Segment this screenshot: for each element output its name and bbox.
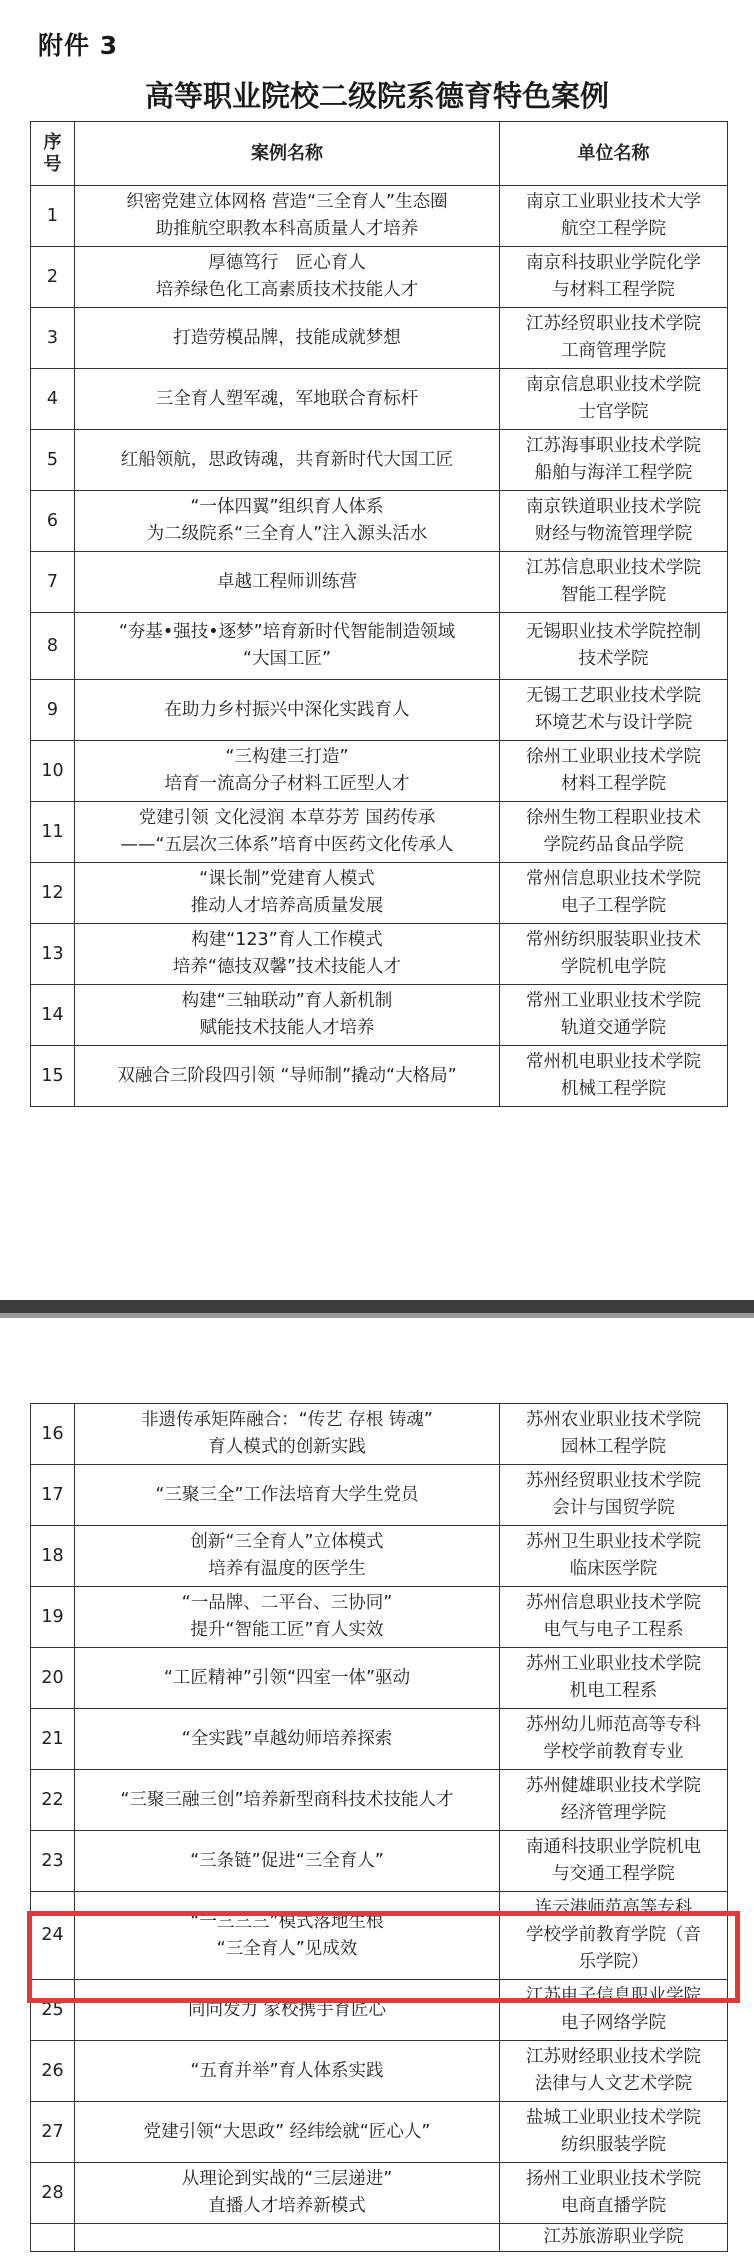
case-name-line: “课长制”党建育人模式 — [199, 869, 375, 889]
table-row — [31, 2102, 728, 2163]
case-name-line: “五育并举”育人体系实践 — [190, 2060, 384, 2081]
unit-name-line: 学校学前教育专业 — [543, 1742, 684, 1762]
row-number: 28 — [31, 2163, 75, 2224]
case-name-line: 推动人才培养高质量发展 — [190, 896, 384, 916]
unit-name-line: 与交通工程学院 — [552, 1864, 675, 1884]
unit-name-cell — [500, 802, 728, 863]
table-row — [31, 1709, 728, 1770]
case-name-line: ——“五层次三体系”培育中医药文化传承人 — [120, 835, 454, 855]
case-name-line: 培养绿色化工高素质技术技能人才 — [155, 280, 419, 300]
case-name-line: 赋能技术技能人才培养 — [199, 1018, 375, 1038]
case-name-cell — [75, 1404, 500, 1465]
unit-name-line: 苏州信息职业技术学院 — [526, 1593, 701, 1613]
table-row — [31, 1648, 728, 1709]
unit-name-cell — [500, 491, 728, 552]
case-name-cell — [75, 552, 500, 613]
case-name-line: “三全育人”见成效 — [216, 1938, 358, 1959]
case-name-line: “三构建三打造” — [225, 747, 349, 767]
unit-name-line: 技术学院 — [578, 649, 649, 669]
unit-name-line: 临床医学院 — [569, 1559, 658, 1579]
case-name-cell — [75, 186, 500, 247]
case-name-cell — [75, 985, 500, 1046]
unit-name-cell — [500, 1046, 728, 1107]
unit-name-line: 智能工程学院 — [561, 585, 666, 605]
table-row — [31, 2224, 728, 2252]
case-name-cell — [75, 1046, 500, 1107]
case-name-cell — [75, 1831, 500, 1892]
case-name-line: 双融合三阶段四引领 “导师制”撬动“大格局” — [117, 1065, 457, 1086]
unit-name-line: 船舶与海洋工程学院 — [534, 463, 693, 483]
case-name-cell — [75, 2041, 500, 2102]
unit-name-line: 轨道交通学院 — [561, 1018, 666, 1038]
case-name-line: 直播人才培养新模式 — [208, 2196, 366, 2216]
case-name-cell — [75, 2224, 500, 2252]
unit-name-line: 无锡职业技术学院控制 — [526, 622, 701, 642]
row-number: 10 — [31, 741, 75, 802]
row-number: 13 — [31, 924, 75, 985]
case-name-line: “工匠精神”引领“四室一体”驱动 — [163, 1667, 411, 1688]
row-number: 4 — [31, 369, 75, 430]
case-name-line: 三全育人塑军魂，军地联合育标杆 — [155, 388, 419, 409]
cases-table-page2 — [30, 1403, 728, 2252]
header-unit-name: 单位名称 — [500, 122, 728, 186]
unit-name-line: 江苏信息职业技术学院 — [526, 558, 701, 578]
unit-name-line: 电子网络学院 — [561, 2013, 666, 2033]
unit-name-cell — [500, 985, 728, 1046]
case-name-cell — [75, 680, 500, 741]
case-name-line: “一三三三”模式落地生根 — [190, 1911, 384, 1932]
table-row — [31, 1831, 728, 1892]
case-name-cell — [75, 802, 500, 863]
table-row — [31, 2041, 728, 2102]
case-name-cell — [75, 1465, 500, 1526]
unit-name-line: 士官学院 — [578, 402, 649, 422]
case-name-cell — [75, 369, 500, 430]
table-row — [31, 802, 728, 863]
table-row — [31, 247, 728, 308]
row-number: 7 — [31, 552, 75, 613]
page-title: 高等职业院校二级院系德育特色案例 — [144, 79, 609, 113]
case-name-line: 创新“三全育人”立体模式 — [190, 1532, 384, 1552]
case-name-line: “全实践”卓越幼师培养探索 — [181, 1728, 393, 1749]
unit-name-line: 经济管理学院 — [561, 1803, 666, 1823]
unit-name-cell — [500, 1770, 728, 1831]
unit-name-line: 南京铁道职业技术学院 — [526, 497, 701, 517]
unit-name-cell — [500, 680, 728, 741]
unit-name-line: 苏州幼儿师范高等专科 — [526, 1715, 701, 1735]
row-number: 8 — [31, 613, 75, 680]
case-name-cell — [75, 1770, 500, 1831]
unit-name-line: 江苏经贸职业技术学院 — [526, 314, 701, 334]
case-name-cell — [75, 924, 500, 985]
case-name-cell — [75, 863, 500, 924]
case-name-line: 培养有温度的医学生 — [208, 1559, 366, 1579]
highlight-box-row-24 — [27, 1911, 740, 2003]
unit-name-line: 苏州经贸职业技术学院 — [526, 1471, 701, 1491]
case-name-line: “三聚三全”工作法培育大学生党员 — [155, 1484, 419, 1505]
unit-name-line: 材料工程学院 — [561, 774, 666, 794]
case-name-cell — [75, 1526, 500, 1587]
table-row — [31, 1465, 728, 1526]
table-row — [31, 985, 728, 1046]
unit-name-cell — [500, 1831, 728, 1892]
row-number: 3 — [31, 308, 75, 369]
unit-name-line: 工商管理学院 — [561, 341, 666, 361]
table-row — [31, 1526, 728, 1587]
unit-name-line: 连云港师范高等专科 — [534, 1898, 693, 1918]
unit-name-line: 环境艺术与设计学院 — [534, 713, 693, 733]
unit-name-line: 苏州工业职业技术学院 — [526, 1654, 701, 1674]
case-name-line: “夯基•强技•逐梦”培育新时代智能制造领域 — [118, 622, 456, 642]
row-number: 18 — [31, 1526, 75, 1587]
case-name-line: 同向发力 家校携手育匠心 — [187, 1999, 387, 2020]
unit-name-line: 学院药品食品学院 — [543, 835, 684, 855]
unit-name-line: 法律与人文艺术学院 — [534, 2074, 693, 2094]
unit-name-line: 电气与电子工程系 — [543, 1620, 684, 1640]
row-number: 12 — [31, 863, 75, 924]
table-row — [31, 924, 728, 985]
case-name-cell — [75, 1709, 500, 1770]
unit-name-line: 江苏电子信息职业学院 — [526, 1986, 701, 2006]
table-row — [31, 186, 728, 247]
unit-name-line: 财经与物流管理学院 — [534, 524, 693, 544]
row-number: 22 — [31, 1770, 75, 1831]
unit-name-cell — [500, 1404, 728, 1465]
unit-name-line: 苏州健雄职业技术学院 — [526, 1776, 701, 1796]
case-name-line: 育人模式的创新实践 — [208, 1437, 366, 1457]
unit-name-line: 学校学前教育学院（音 — [526, 1925, 701, 1945]
unit-name-line: 乐学院） — [578, 1952, 649, 1972]
row-number: 26 — [31, 2041, 75, 2102]
row-number: 21 — [31, 1709, 75, 1770]
unit-name-line: 徐州工业职业技术学院 — [526, 747, 701, 767]
page-separator-shadow — [0, 1313, 754, 1318]
unit-name-line: 盐城工业职业技术学院 — [526, 2108, 701, 2128]
case-name-line: 培育一流高分子材料工匠型人才 — [164, 774, 410, 794]
row-number: 23 — [31, 1831, 75, 1892]
case-name-line: “一体四翼”组织育人体系 — [190, 497, 384, 517]
header-no — [31, 122, 75, 186]
unit-name-cell — [500, 552, 728, 613]
case-name-line: 提升“智能工匠”育人实效 — [190, 1620, 384, 1640]
unit-name-line: 机械工程学院 — [561, 1079, 666, 1099]
case-name-line: 卓越工程师训练营 — [217, 571, 357, 592]
unit-name-line: 电商直播学院 — [561, 2196, 666, 2216]
unit-name-line: 南通科技职业学院机电 — [526, 1837, 701, 1857]
case-name-line: 构建“三轴联动”育人新机制 — [181, 991, 393, 1011]
unit-name-line: 无锡工艺职业技术学院 — [526, 686, 701, 706]
row-number: 2 — [31, 247, 75, 308]
unit-name-cell — [500, 1587, 728, 1648]
unit-name-line: 江苏财经职业技术学院 — [526, 2047, 701, 2067]
table-row — [31, 369, 728, 430]
row-number: 11 — [31, 802, 75, 863]
unit-name-cell — [500, 1526, 728, 1587]
unit-name-cell — [500, 186, 728, 247]
header-no-line: 号 — [43, 153, 62, 175]
unit-name-line: 南京信息职业技术学院 — [526, 375, 701, 395]
case-name-cell — [75, 2102, 500, 2163]
case-name-line: 红船领航，思政铸魂，共育新时代大国工匠 — [120, 449, 454, 470]
unit-name-cell — [500, 741, 728, 802]
case-name-line: 在助力乡村振兴中深化实践育人 — [164, 699, 410, 720]
unit-name-line: 常州纺织服装职业技术 — [526, 930, 701, 950]
case-name-line: “三聚三融三创”培养新型商科技术技能人才 — [120, 1789, 454, 1810]
unit-name-line: 机电工程系 — [569, 1681, 658, 1701]
unit-name-cell — [500, 430, 728, 491]
unit-name-cell — [500, 1465, 728, 1526]
header-case-name: 案例名称 — [75, 122, 500, 186]
row-number: 5 — [31, 430, 75, 491]
row-number: 19 — [31, 1587, 75, 1648]
unit-name-cell — [500, 247, 728, 308]
unit-name-line: 江苏旅游职业学院 — [543, 2227, 684, 2247]
unit-name-cell — [500, 613, 728, 680]
case-name-line: 构建“123”育人工作模式 — [191, 930, 383, 950]
unit-name-line: 电子工程学院 — [561, 896, 666, 916]
attachment-label: 附件 3 — [38, 31, 119, 60]
unit-name-line: 南京科技职业学院化学 — [526, 253, 701, 273]
case-name-line: 厚德笃行 匠心育人 — [208, 253, 366, 273]
case-name-line: “大国工匠” — [242, 649, 332, 669]
cases-table-page1 — [30, 121, 728, 1107]
unit-name-cell — [500, 2163, 728, 2224]
case-name-cell — [75, 1587, 500, 1648]
unit-name-cell — [500, 369, 728, 430]
case-name-line: 非遗传承矩阵融合：“传艺 存根 铸魂” — [141, 1410, 433, 1430]
row-number: 15 — [31, 1046, 75, 1107]
row-number — [31, 2224, 75, 2252]
table-row — [31, 680, 728, 741]
case-name-cell — [75, 741, 500, 802]
table-row — [31, 863, 728, 924]
row-number: 20 — [31, 1648, 75, 1709]
table-row — [31, 308, 728, 369]
row-number: 1 — [31, 186, 75, 247]
unit-name-line: 学院机电学院 — [561, 957, 666, 977]
unit-name-line: 扬州工业职业技术学院 — [526, 2169, 701, 2189]
unit-name-line: 徐州生物工程职业技术 — [526, 808, 701, 828]
case-name-line: 从理论到实战的“三层递进” — [181, 2169, 393, 2189]
unit-name-line: 南京工业职业技术大学 — [526, 192, 701, 212]
unit-name-line: 常州工业职业技术学院 — [526, 991, 701, 1011]
unit-name-line: 纺织服装学院 — [561, 2135, 666, 2155]
table-row — [31, 741, 728, 802]
table-row — [31, 430, 728, 491]
case-name-line: 打造劳模品牌，技能成就梦想 — [173, 327, 401, 348]
table-row — [31, 2163, 728, 2224]
case-name-line: 织密党建立体网格 营造“三全育人”生态圈 — [126, 192, 448, 212]
row-number: 27 — [31, 2102, 75, 2163]
unit-name-cell — [500, 2041, 728, 2102]
table-row — [31, 613, 728, 680]
row-number: 24 — [31, 1892, 75, 1980]
unit-name-cell — [500, 863, 728, 924]
table-row — [31, 491, 728, 552]
unit-name-line: 常州信息职业技术学院 — [526, 869, 701, 889]
row-number: 14 — [31, 985, 75, 1046]
case-name-cell — [75, 308, 500, 369]
case-name-cell — [75, 491, 500, 552]
unit-name-cell — [500, 2102, 728, 2163]
unit-name-line: 园林工程学院 — [561, 1437, 666, 1457]
case-name-cell — [75, 1648, 500, 1709]
page-separator — [0, 1300, 754, 1313]
unit-name-line: 苏州卫生职业技术学院 — [526, 1532, 701, 1552]
row-number: 17 — [31, 1465, 75, 1526]
case-name-line: “三条链”促进“三全育人” — [190, 1850, 384, 1871]
table-row — [31, 1770, 728, 1831]
case-name-line: 助推航空职教本科高质量人才培养 — [155, 219, 419, 239]
table-header-row — [31, 122, 728, 186]
unit-name-cell — [500, 2224, 728, 2252]
unit-name-line: 苏州农业职业技术学院 — [526, 1410, 701, 1430]
table-row — [31, 1046, 728, 1107]
unit-name-line: 会计与国贸学院 — [552, 1498, 675, 1518]
header-no-line: 序 — [43, 131, 62, 153]
table-row — [31, 1587, 728, 1648]
case-name-cell — [75, 247, 500, 308]
row-number: 16 — [31, 1404, 75, 1465]
table-row — [31, 552, 728, 613]
case-name-line: 党建引领“大思政” 经纬绘就“匠心人” — [143, 2121, 431, 2142]
case-name-cell — [75, 2163, 500, 2224]
row-number: 25 — [31, 1980, 75, 2041]
unit-name-line: 与材料工程学院 — [552, 280, 675, 300]
unit-name-cell — [500, 1709, 728, 1770]
case-name-line: “一品牌、二平台、三协同” — [181, 1593, 393, 1613]
unit-name-cell — [500, 308, 728, 369]
unit-name-cell — [500, 1648, 728, 1709]
unit-name-line: 航空工程学院 — [561, 219, 666, 239]
table-row — [31, 1404, 728, 1465]
case-name-line: 党建引领 文化浸润 本草芬芳 国药传承 — [138, 808, 436, 828]
case-name-cell — [75, 613, 500, 680]
case-name-cell — [75, 430, 500, 491]
case-name-line: 培养“德技双馨”技术技能人才 — [172, 957, 402, 977]
case-name-line: 为二级院系“三全育人”注入源头活水 — [146, 524, 428, 544]
unit-name-cell — [500, 924, 728, 985]
unit-name-line: 江苏海事职业技术学院 — [526, 436, 701, 456]
row-number: 6 — [31, 491, 75, 552]
row-number: 9 — [31, 680, 75, 741]
unit-name-line: 常州机电职业技术学院 — [526, 1052, 701, 1072]
